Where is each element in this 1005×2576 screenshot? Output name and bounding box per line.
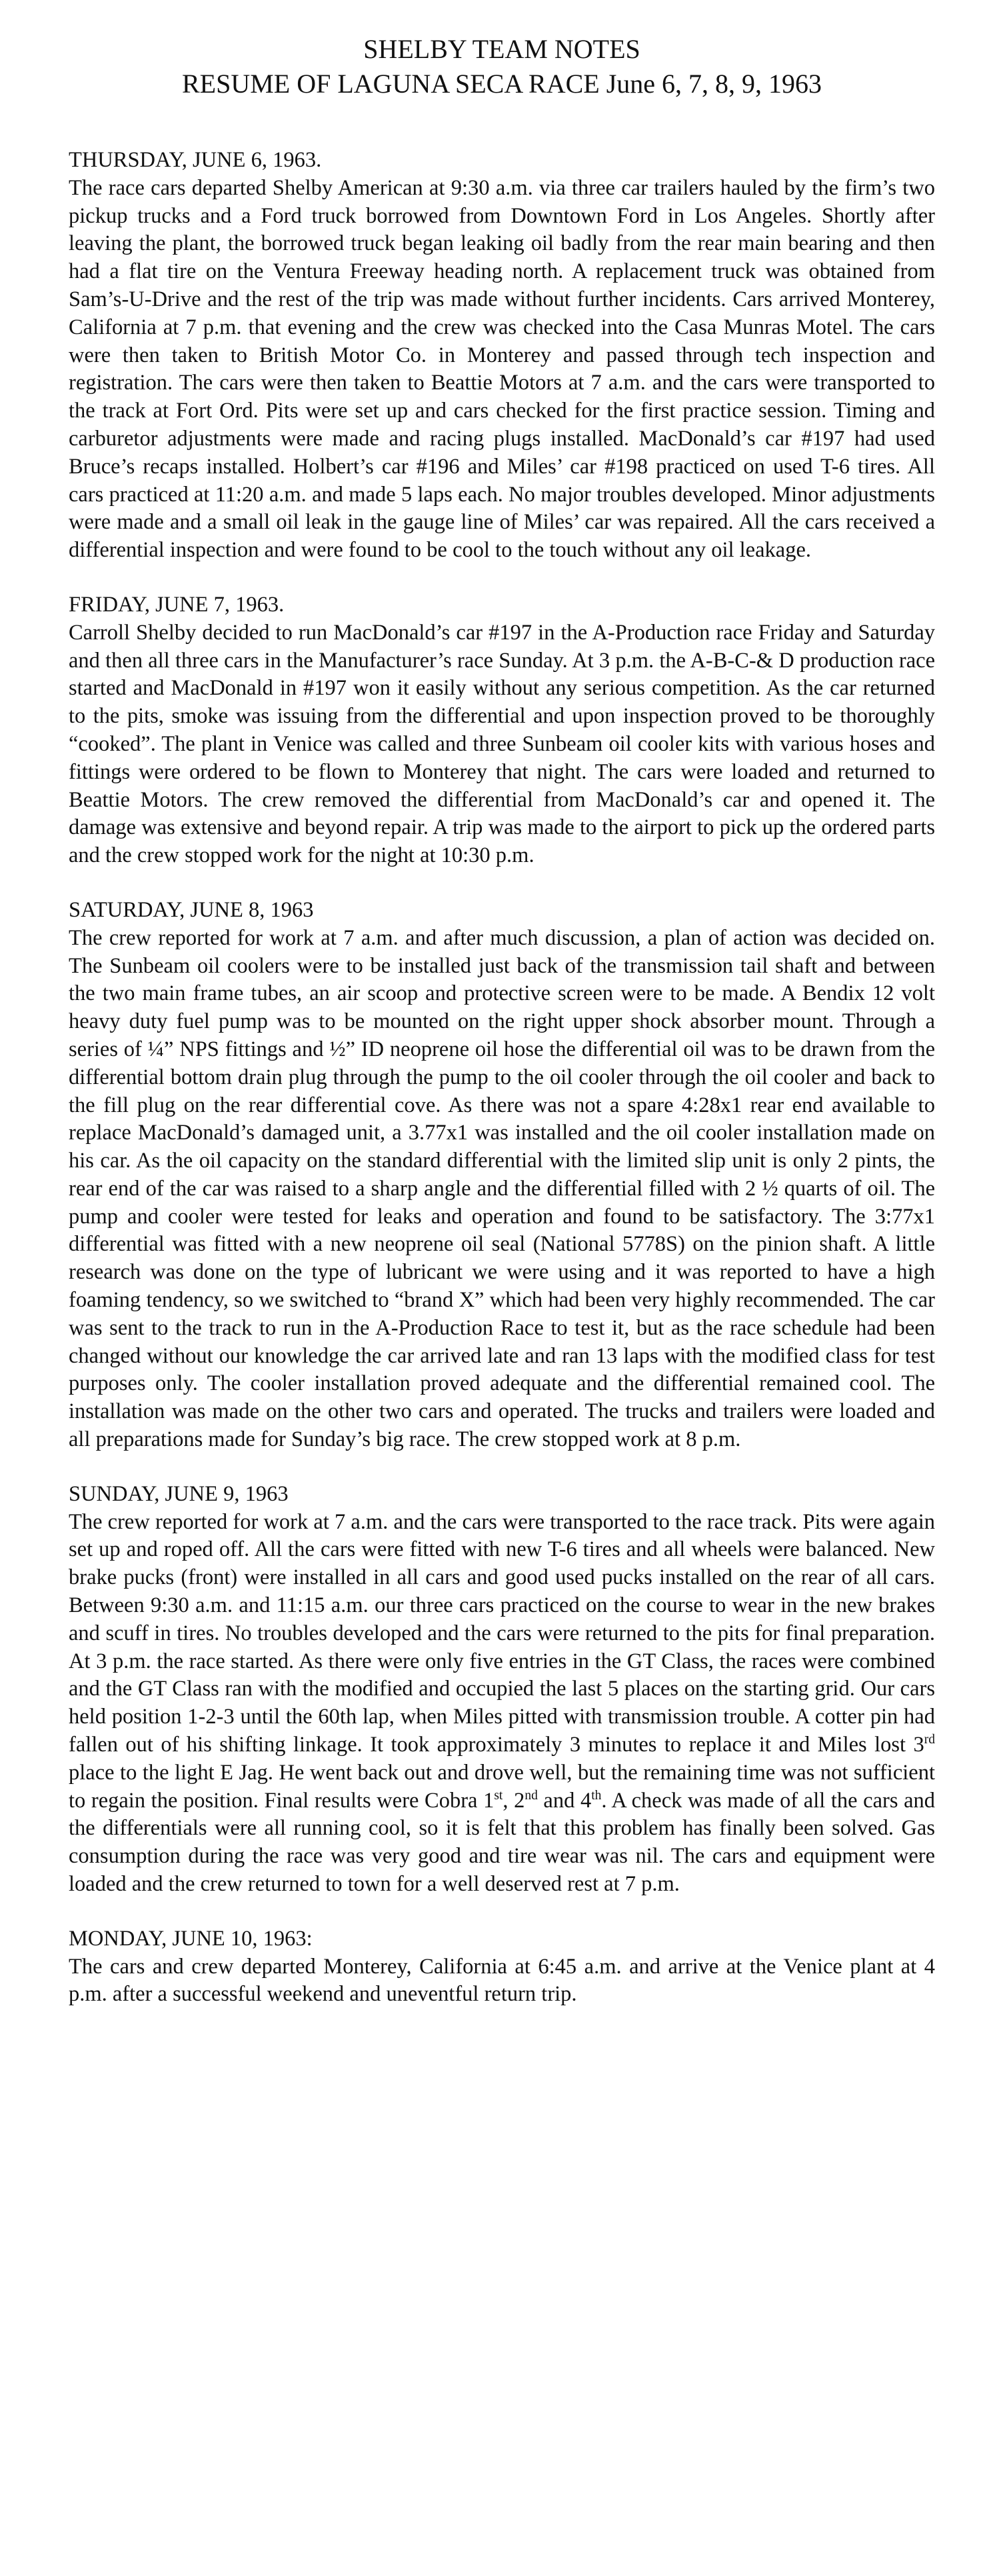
section-body-text: The crew reported for work at 7 a.m. and the cars were transported to the race track. Pits were again set up and roped off. All the cars were fitted with new T-6 tires and all wheels were balanced. New brake pucks (front) were installed in all cars and good used pucks installed on the rear of all cars. Between 9:30 a.m. and 11:15 a.m. our three cars practiced on the course to wear in the new brakes and scuff in tires. No troubles developed and the cars were returned to the pits for final preparation. At 3 p.m. the race started. As there were only five entries in the GT Class, the races were combined and the GT Class ran with the modified and occupied the last 5 places on the starting grid. Our cars held position 1-2-3 until the 60th lap, when Miles pitted with transmission trouble. A cotter pin had fallen out of his shifting linkage. It took approximately 3 minutes to replace it and Miles lost 3 — [69, 1509, 935, 1757]
document-subtitle: RESUME OF LAGUNA SECA RACE June 6, 7, 8, 9, 1963 — [181, 69, 822, 99]
document-title: SHELBY TEAM NOTES — [363, 34, 640, 64]
section-heading: MONDAY, JUNE 10, 1963: — [69, 1926, 313, 1951]
section-thursday — [69, 147, 935, 565]
section-sunday — [69, 1481, 935, 1899]
section-body: The race cars departed Shelby American at 9:30 a.m. via three car trailers hauled by the firm’s two pickup trucks and a Ford truck borrowed from Downtown Ford in Los Angeles. Shortly after leaving the plant, the borrowed truck began leaking oil badly from the rear main bearing and then had a flat tire on the Ventura Freeway heading north. A replacement truck was obtained from Sam’s-U-Drive and the rest of the trip was made without further incidents. Cars arrived Monterey, California at 7 p.m. that evening and the crew was checked into the Casa Munras Motel. The cars were then taken to British Motor Co. in Monterey and passed through tech inspection and registration. The cars were then taken to Beattie Motors at 7 a.m. and the cars were transported to the track at Fort Ord. Pits were set up and cars checked for the first practice session. Timing and carburetor adjustments were made and racing plugs installed. MacDonald’s car #197 had used Bruce’s recaps installed. Holbert’s car #196 and Miles’ car #198 practiced on used T-6 tires. All cars practiced at 11:20 a.m. and made 5 laps each. No major troubles developed. Minor adjustments were made and a small oil leak in the gauge line of Miles’ car was repaired. All the cars received a differential inspection and were found to be cool to the touch without any oil leakage. — [69, 175, 935, 563]
section-heading: FRIDAY, JUNE 7, 1963. — [69, 592, 285, 617]
section-monday — [69, 1925, 935, 2009]
section-heading: THURSDAY, JUNE 6, 1963. — [69, 148, 322, 172]
section-body-text: , 2 — [502, 1788, 525, 1813]
section-body: The crew reported for work at 7 a.m. and after much discussion, a plan of action was decided on. The Sunbeam oil coolers were to be installed just back of the transmission tail shaft and between the two main frame tubes, an air scoop and protective screen were to be made. A Bendix 12 volt heavy duty fuel pump was to be mounted on the right upper shock absorber mount. Through a series of ¼” NPS fittings and ½” ID neoprene oil hose the differential oil was to be drawn from the differential bottom drain plug through the pump to the oil cooler through the oil cooler and back to the fill plug on the rear differential cove. As there was not a spare 4:28x1 rear end available to replace MacDonald’s damaged unit, a 3.77x1 was installed and the oil cooler installation made on his car. As the oil capacity on the standard differential with the limited slip unit is only 2 pints, the rear end of the car was raised to a sharp angle and the differential filled with 2 ½ quarts of oil. The pump and cooler were tested for leaks and operation and found to be satisfactory. The 3:77x1 differential was fitted with a new neoprene oil seal (National 5778S) on the pinion shaft. A little research was done on the type of lubricant we were using and it was reported to have a high foaming tendency, so we switched to “brand X” which had been very highly recommended. The car was sent to the track to run in the A-Production Race to test it, but as the race schedule had been changed without our knowledge the car arrived late and ran 13 laps with the modified class for test purposes only. The cooler installation proved adequate and the differential remained cool. The installation was made on the other two cars and operated. The trucks and trailers were loaded and all preparations made for Sunday’s big race. The crew stopped work at 8 p.m. — [69, 925, 935, 1452]
section-body-text: . A check was made of all the cars and the differentials were all running cool, so it is felt that this problem has finally been solved. Gas consumption during the race was very good and tire wear was nil. The cars and equipment were loaded and the crew returned to town for a well deserved rest at 7 p.m. — [69, 1788, 936, 1897]
document-page — [69, 32, 935, 2035]
ordinal-suffix: st — [494, 1788, 503, 1803]
section-friday — [69, 591, 935, 870]
section-body-text: place to the light E Jag. He went back out and drove well, but the remaining time was not sufficient to regain the position. Final results were Cobra 1 — [69, 1760, 935, 1813]
section-heading: SATURDAY, JUNE 8, 1963 — [69, 897, 314, 922]
ordinal-suffix: nd — [524, 1788, 538, 1803]
document-title-block — [69, 32, 935, 101]
section-body-text: and 4 — [537, 1788, 592, 1813]
section-body — [69, 1509, 935, 1899]
section-body: The cars and crew departed Monterey, California at 6:45 a.m. and arrive at the Venice plant at 4 p.m. after a successful weekend and uneventful return trip. — [69, 1954, 935, 2007]
section-heading: SUNDAY, JUNE 9, 1963 — [69, 1481, 289, 1506]
ordinal-suffix: rd — [924, 1733, 935, 1747]
section-saturday — [69, 897, 935, 1454]
section-body: Carroll Shelby decided to run MacDonald’s car #197 in the A-Production race Friday and Saturday and then all three cars in the Manufacturer’s race Sunday. At 3 p.m. the A-B-C-& D production race started and MacDonald in #197 won it easily without any serious competition. As the car returned to the pits, smoke was issuing from the differential and upon inspection proved to be thoroughly “cooked”. The plant in Venice was called and three Sunbeam oil cooler kits with various hoses and fittings were ordered to be flown to Monterey that night. The cars were loaded and returned to Beattie Motors. The crew removed the differential from MacDonald’s car and opened it. The damage was extensive and beyond repair. A trip was made to the airport to pick up the ordered parts and the crew stopped work for the night at 10:30 p.m. — [69, 620, 935, 868]
ordinal-suffix: th — [591, 1788, 602, 1803]
